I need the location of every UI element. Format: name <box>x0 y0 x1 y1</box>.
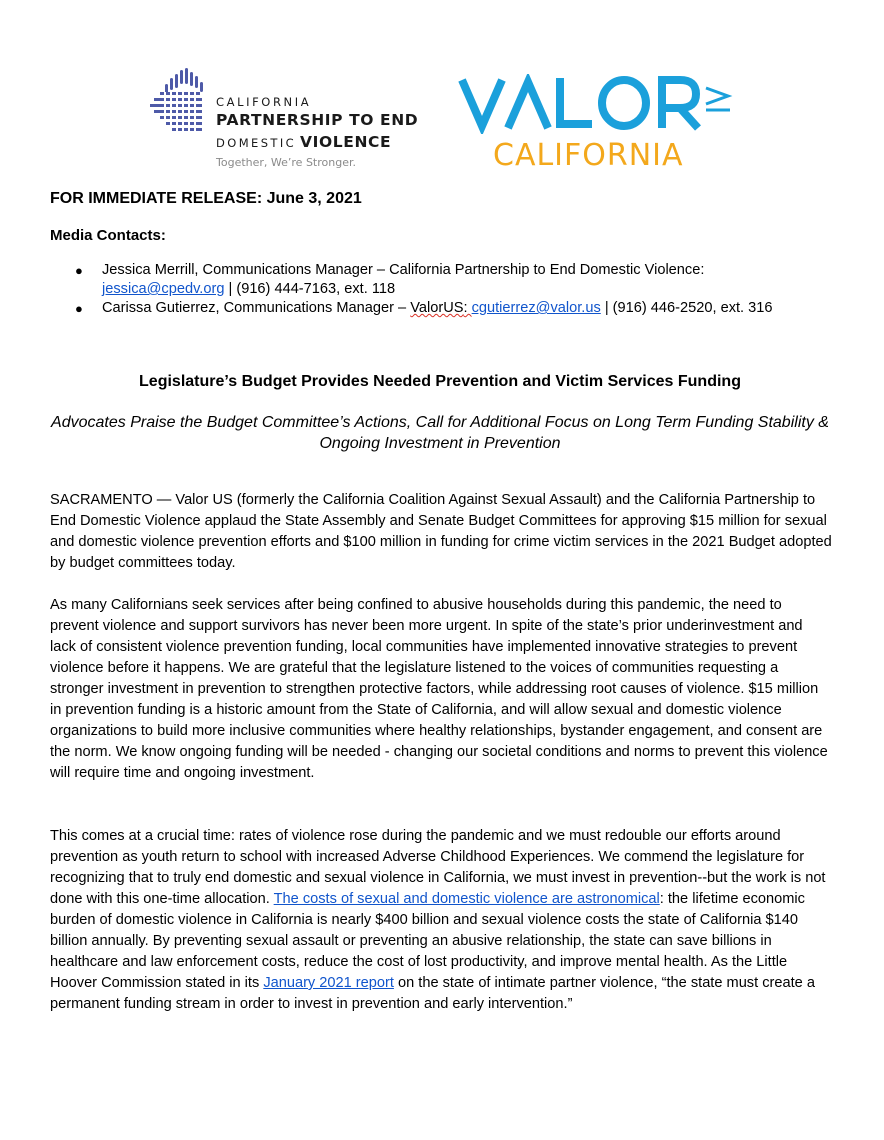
contact-email-link[interactable]: cgutierrez@valor.us <box>471 300 601 316</box>
cpedv-line3-bold: VIOLENCE <box>300 133 392 151</box>
paragraph-text: This comes at a crucial time: rates of violence rose during the pandemic and we must redouble our efforts around prevention as youth return to school with increased Adverse Childhood Experiences. We commend the legislature for recognizing that to truly end domestic and sexual violence in California, we must invest in prevention--but the work is not done with this one-time allocation. <box>50 828 826 907</box>
cpedv-logo <box>150 66 440 176</box>
january-2021-report-link[interactable]: January 2021 report <box>263 975 394 991</box>
bullet-icon: ● <box>75 301 83 316</box>
contact-phone: | (916) 446-2520, ext. 316 <box>600 300 773 316</box>
paragraph-text: on the state of intimate partner violence, “the state must create a permanent funding stream in order to invest in prevention and early intervention.” <box>50 975 815 1012</box>
media-contacts-list <box>50 261 830 318</box>
costs-of-violence-link[interactable]: The costs of sexual and domestic violence are astronomical <box>273 891 660 907</box>
body-paragraph-3 <box>50 826 832 1015</box>
release-date-line: FOR IMMEDIATE RELEASE: June 3, 2021 <box>50 190 362 207</box>
contact-text: Jessica Merrill, Communications Manager – California Partnership to End Domestic Violence: <box>102 262 705 278</box>
press-headline: Legislature’s Budget Provides Needed Prevention and Victim Services Funding <box>139 373 741 390</box>
valor-subtitle: CALIFORNIA <box>493 138 684 173</box>
contact-item <box>50 261 830 299</box>
contact-org-misspelled: ValorUS <box>410 300 464 316</box>
body-paragraph-2: As many Californians seek services after being confined to abusive households during this pandemic, the need to prevent violence and support survivors has never been more urgent. In spite of the state’s prior underinvestment and lack of consistent violence prevention funding, local communities have implemented innovative strategies to prevent violence before it happens. We are grateful that the legislature listened to the voices of communities requesting a stronger investment in prevention to strengthen protective factors, while addressing root causes of violence. $15 million in prevention funding is a historic amount from the State of California, and will allow sexual and domestic violence organizations to build more inclusive communities where healthy relationships, bystander engagement, and consent are the norm. We know ongoing funding will be needed - changing our societal conditions and norms to prevent this violence will require time and ongoing investment. <box>50 597 828 781</box>
cpedv-hands-mark-icon <box>150 68 212 136</box>
cpedv-line1: CALIFORNIA <box>216 95 312 109</box>
contact-text: Carissa Gutierrez, Communications Manager – <box>102 300 411 316</box>
body-paragraph-1: SACRAMENTO — Valor US (formerly the California Coalition Against Sexual Assault) and the California Partnership to End Domestic Violence applaud the State Assembly and Senate Budget Committees for approving $15 million for sexual and domestic violence prevention efforts and $100 million in funding for crime victim services in the 2021 Budget adopted by budget committees today. <box>50 492 832 571</box>
press-subheadline: Advocates Praise the Budget Committee’s Actions, Call for Additional Focus on Long Term Funding Stability & Ongoing Investment in Prevention <box>51 414 829 452</box>
cpedv-tagline: Together, We’re Stronger. <box>216 156 356 169</box>
cpedv-line3-light: DOMESTIC <box>216 136 297 150</box>
contact-separator: : <box>463 300 472 316</box>
contact-phone: | (916) 444-7163, ext. 118 <box>224 281 396 297</box>
valor-logo <box>458 74 748 178</box>
bullet-icon: ● <box>75 263 83 278</box>
contact-email-link[interactable]: jessica@cpedv.org <box>102 281 225 297</box>
valor-wordmark-icon <box>458 74 748 134</box>
paragraph-text: : the lifetime economic burden of domestic violence in California is nearly $400 billion and sexual violence costs the state of California $140 billion annually. By preventing sexual assault or preventing an abusive relationship, the state can save billions in healthcare and law enforcement costs, reduce the cost of lost productivity, and improve mental health. As the Little Hoover Commission stated in its <box>50 891 805 991</box>
cpedv-line3 <box>216 133 391 152</box>
media-contacts-heading: Media Contacts: <box>50 227 166 244</box>
contact-item <box>50 299 830 318</box>
cpedv-line2: PARTNERSHIP TO END <box>216 111 419 129</box>
